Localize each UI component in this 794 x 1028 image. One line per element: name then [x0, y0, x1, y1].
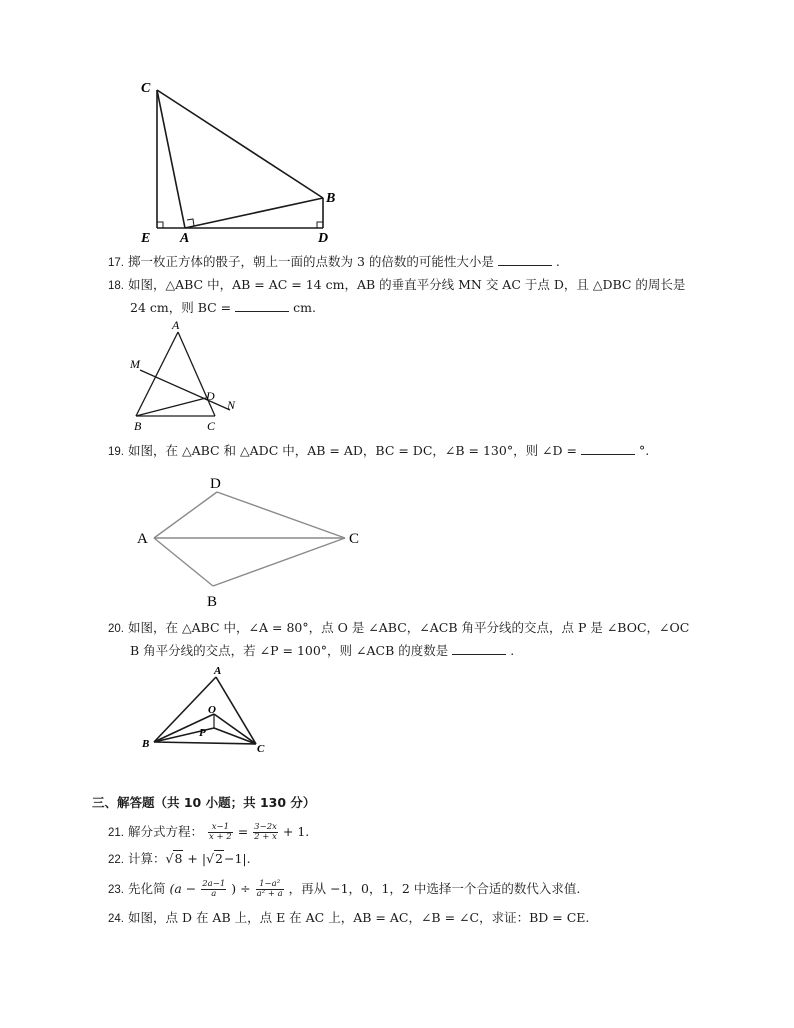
question-17 [108, 254, 560, 271]
label-c: C [349, 531, 360, 547]
question-text: 先化简 [127, 881, 166, 896]
label-d: D [210, 476, 221, 492]
fraction-denominator: a² + a [256, 889, 283, 899]
question-number: 22. [108, 854, 124, 866]
fraction-numerator: 3−2x [254, 822, 277, 832]
fraction [208, 823, 233, 842]
question-22 [108, 851, 251, 868]
fraction [201, 880, 226, 899]
fraction-denominator: 2 + x [254, 832, 277, 842]
label-b: B [134, 419, 142, 433]
abs-sqrt: + |√ [187, 851, 215, 866]
label-a: A [137, 531, 148, 547]
question-text: B 角平分线的交点，若 ∠P = 100°，则 ∠ACB 的度数是 [130, 643, 449, 658]
answer-blank[interactable] [581, 443, 635, 455]
question-text-end: + 1. [282, 824, 310, 839]
label-d: D [318, 231, 329, 246]
label-m: M [130, 357, 140, 371]
label-a: A [172, 318, 180, 332]
figure-q16 [130, 70, 345, 248]
question-19 [108, 443, 649, 460]
question-text-end: cm. [293, 300, 316, 315]
question-number: 20. [108, 623, 124, 635]
label-b: B [142, 738, 150, 750]
label-c: C [207, 419, 216, 433]
question-text: 如图，点 D 在 AB 上，点 E 在 AC 上，AB = AC，∠B = ∠C，求证：BD = CE. [127, 910, 590, 925]
radicand: 2 [215, 851, 223, 866]
question-text: 计算： [127, 851, 166, 866]
question-18 [108, 277, 685, 294]
fraction-denominator: a [211, 889, 217, 899]
sqrt-sign: √ [165, 851, 174, 866]
fraction [256, 880, 284, 899]
fraction-numerator: x−1 [208, 823, 233, 833]
question-number: 23. [108, 884, 124, 896]
question-text-end: −1|. [223, 851, 251, 866]
label-c: C [257, 743, 265, 755]
question-number: 17. [108, 257, 124, 269]
question-text: 掷一枚正方体的骰子，朝上一面的点数为 3 的倍数的可能性大小是 [127, 254, 494, 269]
question-20-line2 [130, 643, 514, 659]
label-o: O [208, 704, 216, 716]
question-text-end: °. [638, 443, 650, 458]
section-heading: 三、解答题（共 10 小题；共 130 分） [92, 795, 316, 810]
question-number: 21. [108, 827, 124, 839]
question-text-end: . [510, 643, 515, 658]
answer-blank[interactable] [452, 643, 506, 655]
label-a: A [214, 665, 222, 677]
fraction-denominator: x + 2 [208, 832, 232, 842]
question-text-end: . [555, 254, 560, 269]
question-number: 18. [108, 280, 124, 292]
question-text: 如图，△ABC 中，AB = AC = 14 cm，AB 的垂直平分线 MN 交 AC 于点 D，且 △DBC 的周长是 [127, 277, 686, 292]
question-24 [108, 910, 589, 927]
question-text: 如图，在 △ABC 中，∠A = 80°，点 O 是 ∠ABC，∠ACB 角平分线的交点，点 P 是 ∠BOC，∠OC [127, 620, 690, 635]
question-text: 解分式方程： [127, 824, 203, 839]
question-number: 24. [108, 913, 124, 925]
equals-sign: = [237, 824, 249, 839]
expression-open: (a − [169, 881, 197, 896]
fraction-numerator: 1−a² [256, 880, 284, 890]
fraction-numerator: 2a−1 [202, 879, 226, 889]
expression-close: ) ÷ [231, 881, 251, 896]
question-number: 19. [108, 446, 124, 458]
answer-blank[interactable] [235, 300, 289, 312]
fraction [253, 823, 278, 842]
label-p: P [199, 727, 206, 739]
radicand: 8 [174, 851, 183, 866]
question-text-end: ，再从 −1，0，1，2 中选择一个合适的数代入求值. [288, 881, 581, 896]
question-18-line2 [130, 300, 316, 316]
label-b: B [207, 594, 218, 610]
label-e: E [141, 231, 151, 246]
label-n: N [227, 398, 236, 412]
question-21 [108, 823, 309, 842]
label-d: D [206, 389, 215, 403]
label-c: C [141, 81, 151, 96]
figure-q18 [126, 318, 242, 434]
answer-blank[interactable] [498, 254, 552, 266]
figure-q19 [130, 470, 370, 612]
question-text: 如图，在 △ABC 和 △ADC 中，AB = AD，BC = DC，∠B = 130°，则 ∠D = [127, 443, 578, 458]
label-b: B [326, 191, 336, 206]
label-a: A [180, 231, 190, 246]
question-20 [108, 620, 689, 637]
question-23 [108, 880, 580, 899]
question-text: 24 cm，则 BC = [130, 300, 232, 315]
figure-q20 [138, 662, 278, 758]
